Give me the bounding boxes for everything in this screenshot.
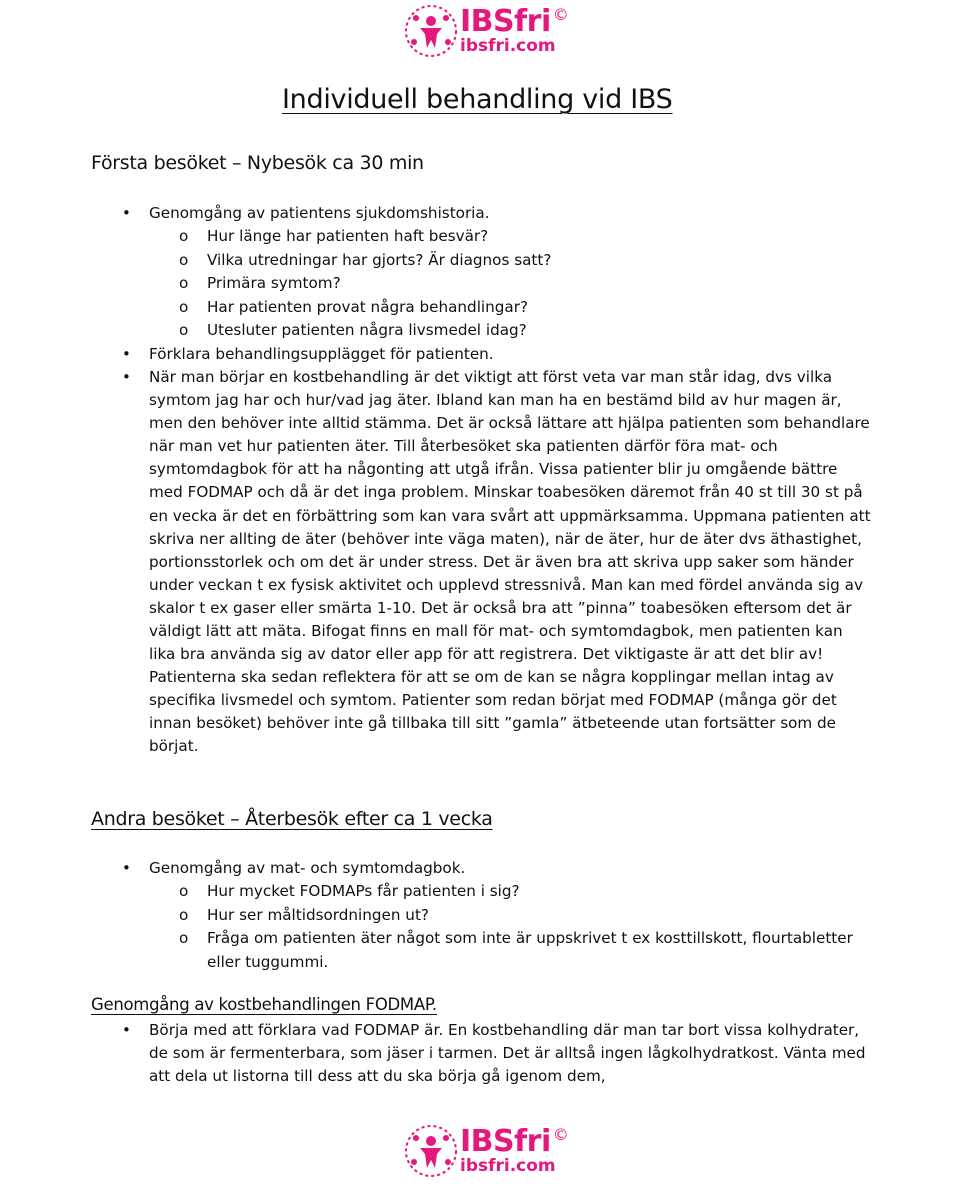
list-subitem: o Hur länge har patienten haft besvär? [91, 225, 871, 249]
section2-list [91, 857, 871, 974]
list-item-paragraph: • Börja med att förklara vad FODMAP är. En kostbehandling där man tar bort vissa kolhydrater, de som är fermenterbara, som jäser i tarmen. Det är alltså ingen lågkolhydratkost. Vänta med att dela ut listorna till dess att du ska börja gå igenom dem, [91, 1019, 871, 1088]
list-subitem: o Hur mycket FODMAPs får patienten i sig? [91, 880, 871, 904]
list-item: • Genomgång av patientens sjukdomshistoria. [91, 202, 871, 225]
list-subitem: o Har patienten provat några behandlingar? [91, 296, 871, 320]
ibsfri-logo [404, 4, 568, 58]
list-subitem: o Vilka utredningar har gjorts? Är diagnos satt? [91, 249, 871, 273]
list-subitem: o Utesluter patienten några livsmedel idag? [91, 319, 871, 343]
logo-copyright: © [552, 1125, 569, 1144]
section3-list [91, 1019, 871, 1088]
list-item: • Förklara behandlingsupplägget för patienten. [91, 343, 871, 366]
ibsfri-figures-icon [404, 1124, 458, 1178]
list-item: • Genomgång av mat- och symtomdagbok. [91, 857, 871, 880]
ibsfri-logo-footer [404, 1124, 568, 1178]
logo-brand-text: IBSfri [460, 1124, 551, 1159]
logo-url-text: ibsfri.com [460, 36, 556, 56]
list-item-paragraph: • När man börjar en kostbehandling är det viktigt att först veta var man står idag, dvs vilka symtom jag har och hur/vad jag äter. Ibland kan man ha en bestämd bild av hur magen är, men den behöver inte alltid stämma. Det är också lättare att hjälpa patienten som behandlare när man vet hur patienten äter. Till återbesöket ska patienten därför föra mat- och symtomdagbok för att ha någonting att utgå ifrån. Vissa patienter blir ju omgående bättre med FODMAP och då är det inga problem. Minskar toabesöken däremot från 40 st till 30 st på en vecka är det en förbättring som kan vara svårt att uppmärksamma. Uppmana patienten att skriva ner allting de äter (behöver inte väga maten), när de äter, hur de äter dvs äthastighet, portionsstorlek och om det är under stress. Det är även bra att skriva upp saker som händer under veckan t ex fysisk aktivitet och upplevd stressnivå. Man kan med fördel använda sig av skalor t ex gaser eller smärta 1-10. Det är också bra att ”pinna” toabesöken eftersom det är väldigt lätt att mäta. Bifogat finns en mall för mat- och symtomdagbok, men patienten kan lika bra använda sig av dator eller app för att registrera. Det viktigaste är att det blir av! Patienterna ska sedan reflektera för att se om de kan se några kopplingar mellan intag av specifika livsmedel och symtom. Patienter som redan börjat med FODMAP (många gör det innan besöket) behöver inte gå tillbaka till sitt ”gamla” ätbeteende utan fortsätter som de börjat. [91, 366, 871, 759]
section2-heading: Andra besöket – Återbesök efter ca 1 vecka [91, 808, 493, 830]
section1-list [91, 202, 871, 759]
page-title: Individuell behandling vid IBS [282, 84, 673, 115]
section3-heading: Genomgång av kostbehandlingen FODMAP. [91, 995, 437, 1014]
logo-copyright: © [552, 5, 569, 24]
list-subitem: o Hur ser måltidsordningen ut? [91, 904, 871, 928]
list-subitem: o Primära symtom? [91, 272, 871, 296]
section1-heading: Första besöket – Nybesök ca 30 min [91, 152, 424, 174]
ibsfri-figures-icon [404, 4, 458, 58]
list-subitem: o Fråga om patienten äter något som inte är uppskrivet t ex kosttillskott, flourtabletter eller tuggummi. [91, 927, 871, 974]
logo-brand-text: IBSfri [460, 4, 551, 39]
logo-url-text: ibsfri.com [460, 1156, 556, 1176]
